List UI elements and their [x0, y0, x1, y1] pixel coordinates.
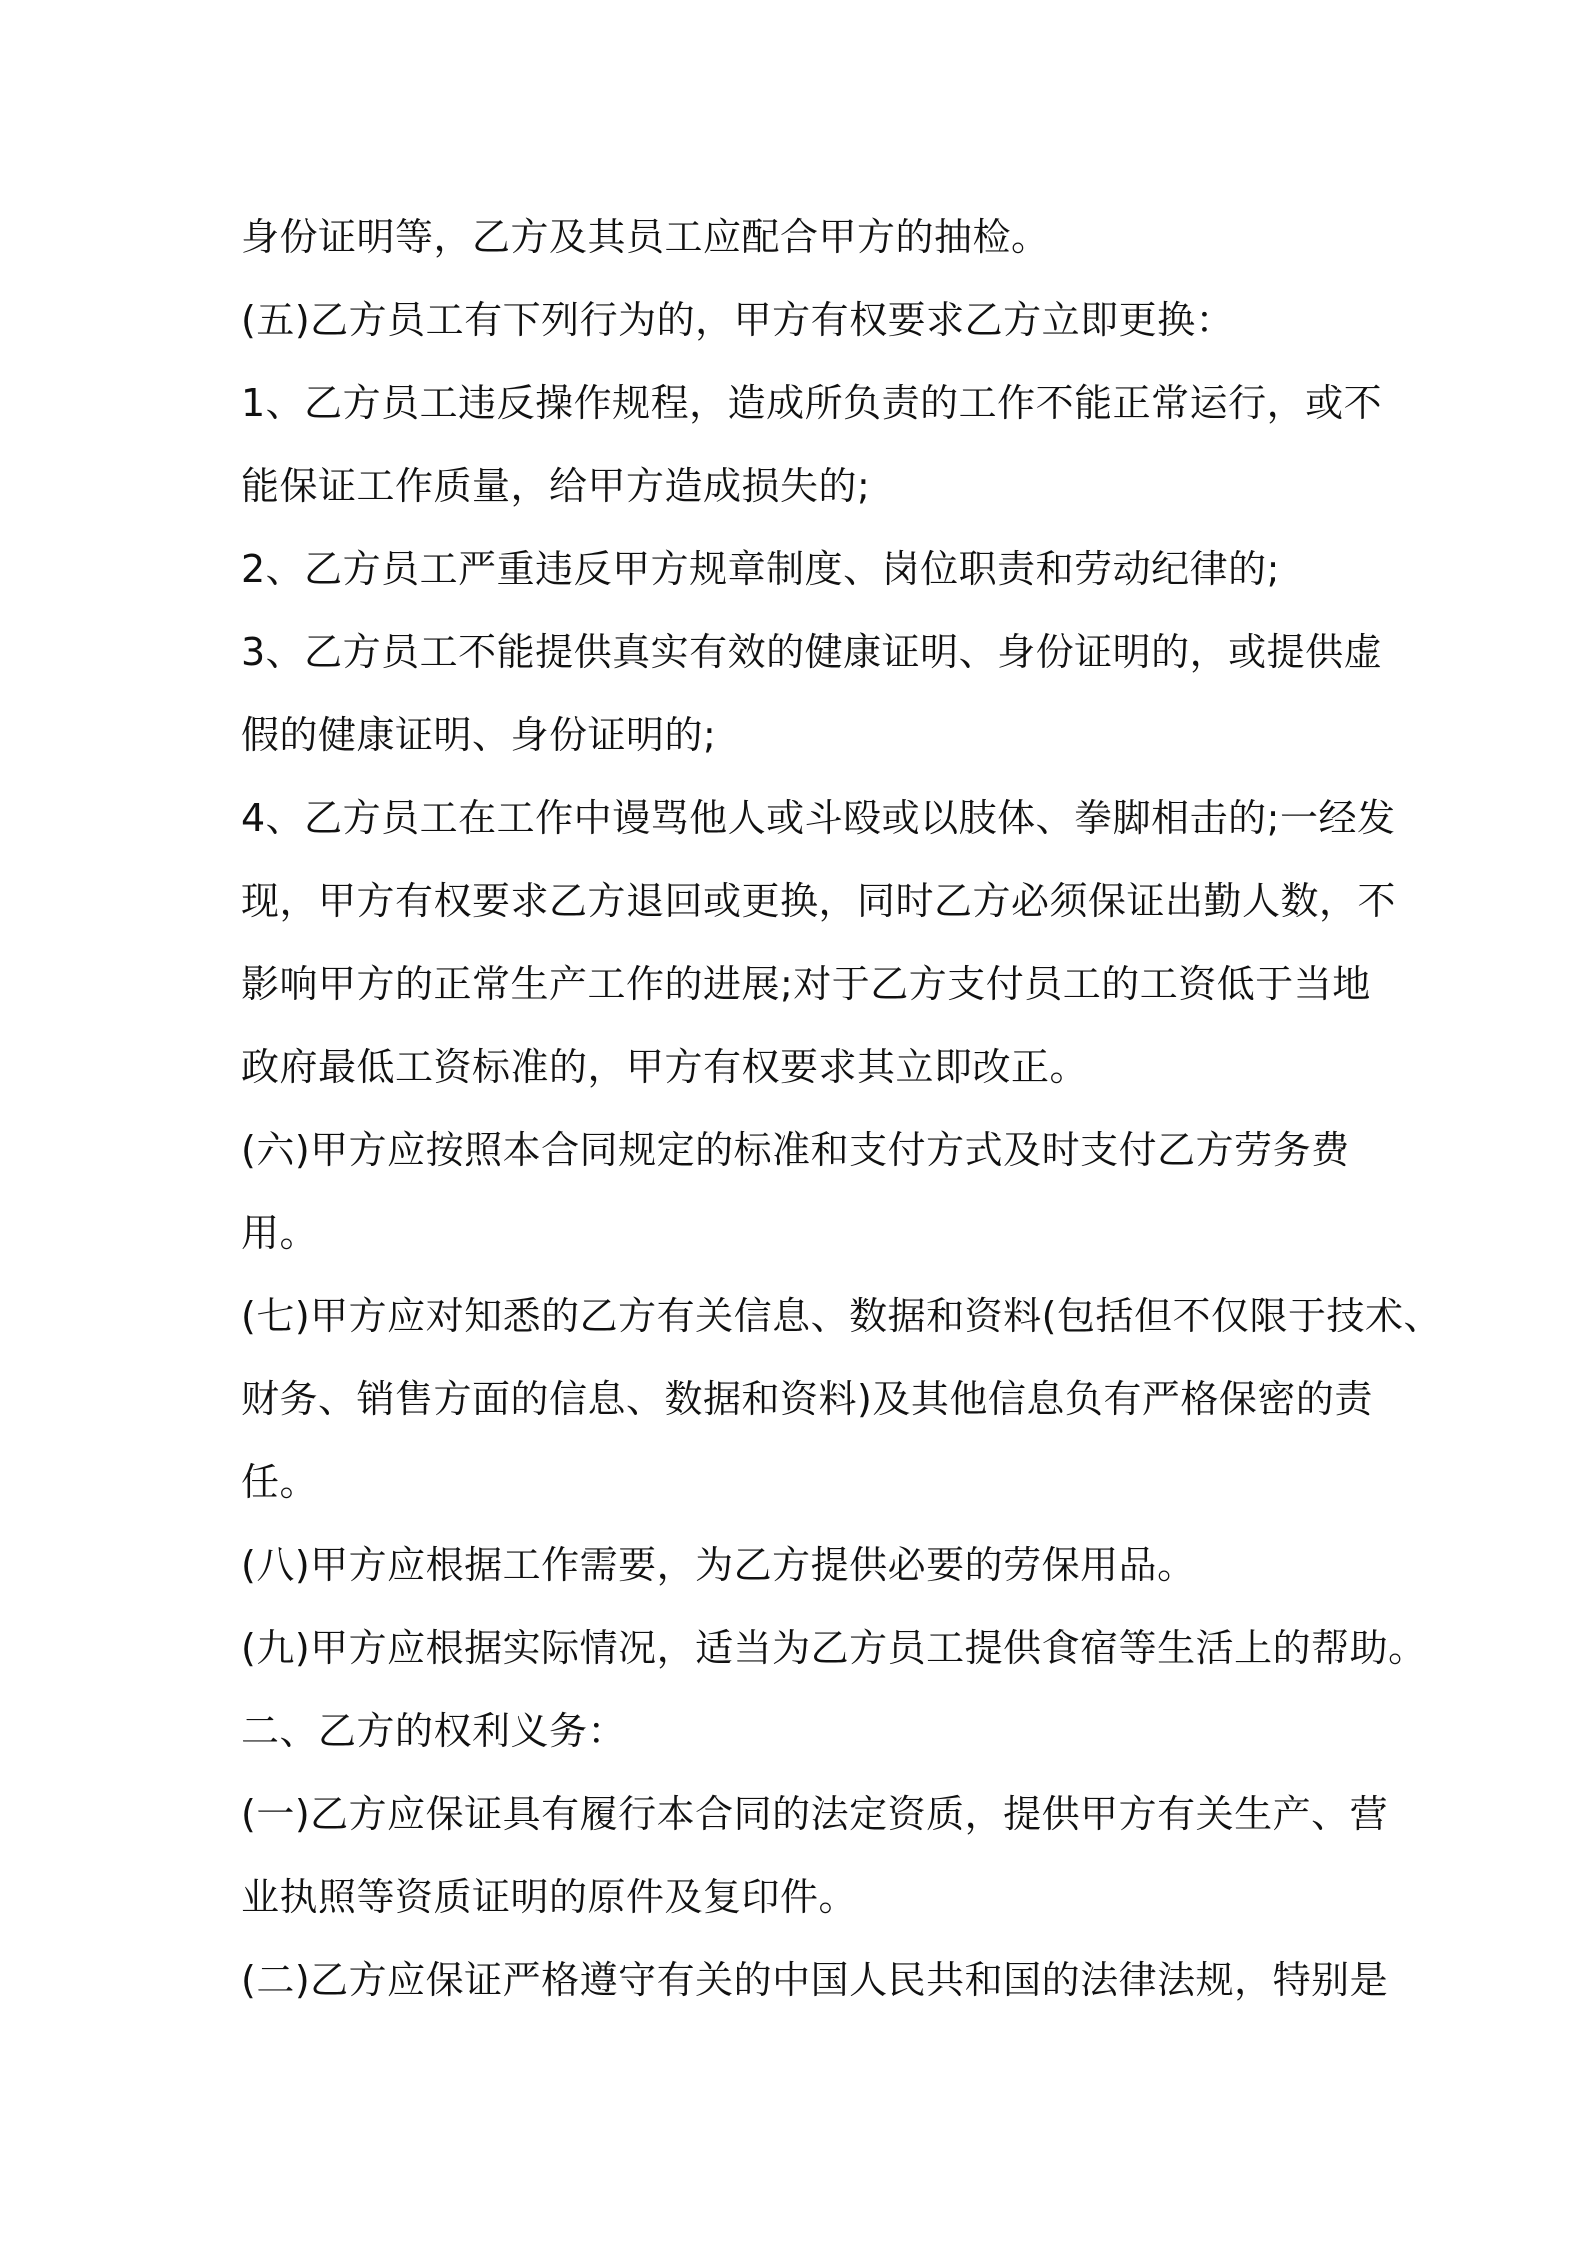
text-line: 2、乙方员工严重违反甲方规章制度、岗位职责和劳动纪律的; — [241, 547, 1280, 591]
text-line: (五)乙方员工有下列行为的，甲方有权要求乙方立即更换： — [241, 298, 1235, 342]
text-line: 能保证工作质量，给甲方造成损失的; — [241, 464, 871, 508]
text-line: 政府最低工资标准的，甲方有权要求其立即改正。 — [241, 1045, 1089, 1089]
text-line: 二、乙方的权利义务： — [241, 1709, 627, 1753]
text-line: 业执照等资质证明的原件及复印件。 — [241, 1875, 858, 1919]
text-line: (一)乙方应保证具有履行本合同的法定资质，提供甲方有关生产、营 — [241, 1792, 1389, 1836]
text-line: 用。 — [241, 1211, 319, 1255]
text-line: 1、乙方员工违反操作规程，造成所负责的工作不能正常运行，或不 — [241, 381, 1383, 425]
text-line: 4、乙方员工在工作中谩骂他人或斗殴或以肢体、拳脚相击的;一经发 — [241, 796, 1396, 840]
text-line: 身份证明等，乙方及其员工应配合甲方的抽检。 — [241, 215, 1050, 259]
text-line: (八)甲方应根据工作需要，为乙方提供必要的劳保用品。 — [241, 1543, 1196, 1587]
text-line: (九)甲方应根据实际情况，适当为乙方员工提供食宿等生活上的帮助。 — [241, 1626, 1427, 1670]
text-line: (六)甲方应按照本合同规定的标准和支付方式及时支付乙方劳务费 — [241, 1128, 1350, 1172]
text-line: (七)甲方应对知悉的乙方有关信息、数据和资料(包括但不仅限于技术、 — [241, 1294, 1442, 1338]
text-line: 任。 — [241, 1460, 319, 1504]
document-body — [241, 196, 1442, 2022]
text-line: 现，甲方有权要求乙方退回或更换，同时乙方必须保证出勤人数，不 — [241, 879, 1397, 923]
text-line: 3、乙方员工不能提供真实有效的健康证明、身份证明的，或提供虚 — [241, 630, 1383, 674]
text-line: 财务、销售方面的信息、数据和资料)及其他信息负有严格保密的责 — [241, 1377, 1373, 1421]
text-line: 假的健康证明、身份证明的; — [241, 713, 717, 757]
text-line: 影响甲方的正常生产工作的进展;对于乙方支付员工的工资低于当地 — [241, 962, 1371, 1006]
text-line: (二)乙方应保证严格遵守有关的中国人民共和国的法律法规，特别是 — [241, 1958, 1389, 2002]
